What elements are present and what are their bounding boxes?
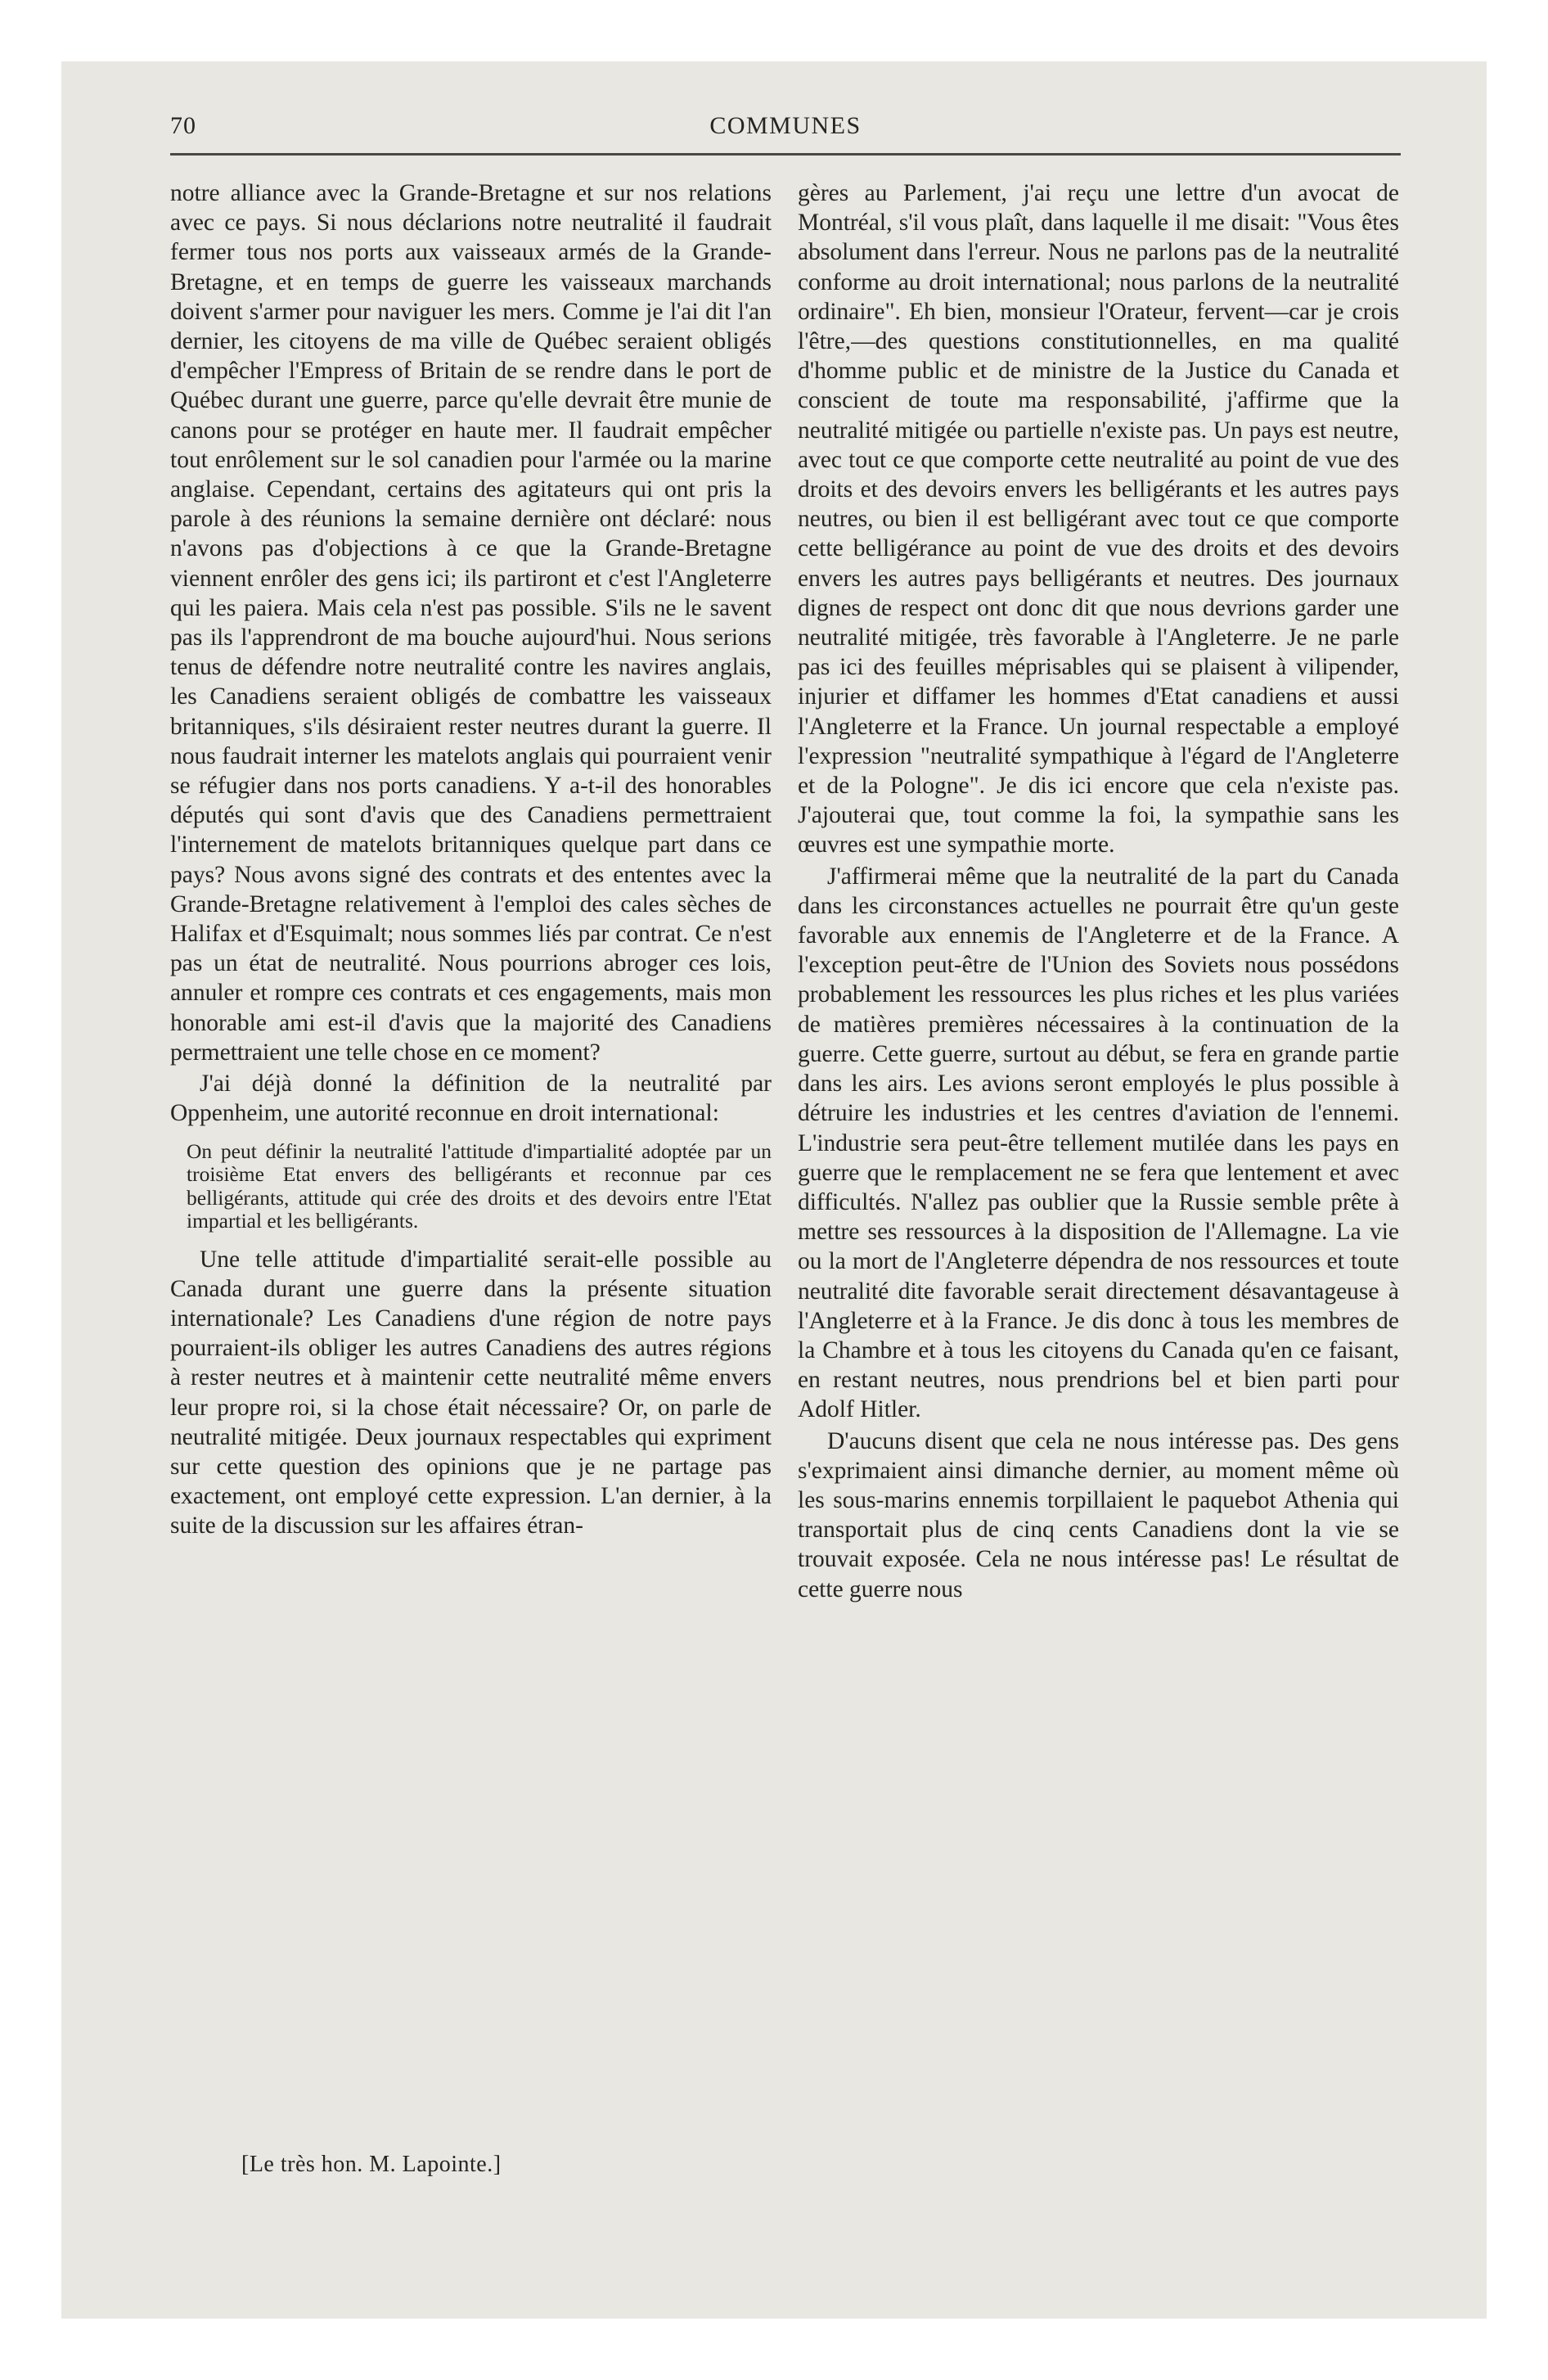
right-paragraph-3: D'aucuns disent que cela ne nous intéresse pas. Des gens s'exprimaient ainsi dimanche dernier, au moment même où les sous-marins ennemis torpillaient le paquebot Athenia qui transportait plus de cinq cents Canadiens dont la vie se trouvait exposée. Cela ne nous intéresse pas! Le résultat de cette guerre nous [798, 1427, 1399, 1602]
left-paragraph-1: notre alliance avec la Grande-Bretagne et sur nos relations avec ce pays. Si nous déclarions notre neutralité il faudrait fermer tous nos ports aux vaisseaux armés de la Grande-Bretagne, et en temps de guerre les vaisseaux marchands doivent s'armer pour naviguer les mers. Comme je l'ai dit l'an dernier, les citoyens de ma ville de Québec seraient obligés d'empêcher l'Empress of Britain de se rendre dans le port de Québec durant une guerre, parce qu'elle devrait être munie de canons pour se protéger en haute mer. Il faudrait empêcher tout enrôlement sur le sol canadien pour l'armée ou la marine anglaise. Cependant, certains des agitateurs qui ont pris la parole à des réunions la semaine dernière ont déclaré: nous n'avons pas d'objections à ce que la Grande-Bretagne viennent enrôler des gens ici; ils partiront et c'est l'Angleterre qui les paiera. Mais cela n'est pas possible. S'ils ne le savent pas ils l'apprendront de ma bouche aujourd'hui. Nous serions tenus de défendre notre neutralité contre les navires anglais, les Canadiens seraient obligés de combattre les vaisseaux britanniques, s'ils désiraient rester neutres durant la guerre. Il nous faudrait interner les matelots anglais qui pourraient venir se réfugier dans nos ports canadiens. Y a-t-il des honorables députés qui sont d'avis que des Canadiens permettraient l'internement de matelots britanniques quelque part dans ce pays? Nous avons signé des contrats et des ententes avec la Grande-Bretagne relativement à l'emploi des cales sèches de Halifax et d'Esquimalt; nous sommes liés par contrat. Ce n'est pas un état de neutralité. Nous pourrions abroger ces lois, annuler et rompre ces contrats et ces engagements, mais mon honorable ami est-il d'avis que la majorité des Canadiens permettraient une telle chose en ce moment? [170, 180, 772, 1066]
header-rule [170, 153, 1401, 156]
page-header [170, 102, 1401, 151]
page-number: 70 [170, 112, 196, 139]
right-column [798, 178, 1399, 1604]
left-column [170, 178, 772, 1541]
left-paragraph-2: J'ai déjà donné la définition de la neutralité par Oppenheim, une autorité reconnue en droit international: [170, 1071, 772, 1127]
right-paragraph-2: J'affirmerai même que la neutralité de la part du Canada dans les circonstances actuelles ne pourrait être qu'un geste favorable aux ennemis de l'Angleterre et de la France. A l'exception peut-être de l'Union des Soviets nous possédons probablement les ressources les plus riches et les plus variées de matières premières nécessaires à la continuation de la guerre. Cette guerre, surtout au début, se fera en grande partie dans les airs. Les avions seront employés le plus possible à détruire les industries et les centres d'aviation de l'ennemi. L'industrie sera peut-être tellement mutilée dans les pays en guerre que le remplacement ne se fera que lentement et avec difficultés. N'allez pas oublier que la Russie semble prête à mettre ses ressources à la disposition de l'Allemagne. La vie ou la mort de l'Angleterre dépendra de nos ressources et toute neutralité dite favorable serait directement désavantageuse à l'Angleterre et à la France. Je dis donc à tous les membres de la Chambre et à tous les citoyens du Canada qu'en ce faisant, en restant neutres, nous prendrions bel et bien parti pour Adolf Hitler. [798, 863, 1399, 1423]
block-quote: On peut définir la neutralité l'attitude d'impartialité adoptée par un troisième Etat envers des belligérants et reconnue par ces belligérants, attitude qui crée des droits et des devoirs entre l'Etat impartial et les belligérants. [187, 1138, 772, 1233]
left-paragraph-3: Une telle attitude d'impartialité serait-elle possible au Canada durant une guerre dans la présente situation internationale? Les Canadiens d'une région de notre pays pourraient-ils obliger les autres Canadiens des autres régions à rester neutres et à maintenir cette neutralité même envers leur propre roi, si la chose était nécessaire? Or, on parle de neutralité mitigée. Deux journaux respectables qui expriment sur cette question des opinions que je ne partage pas exactement, ont employé cette expression. L'an dernier, à la suite de la discussion sur les affaires étran- [170, 1246, 772, 1539]
scanned-page [61, 61, 1487, 2319]
running-head: COMMUNES [709, 112, 862, 139]
right-paragraph-1: gères au Parlement, j'ai reçu une lettre d'un avocat de Montréal, s'il vous plaît, dans laquelle il me disait: "Vous êtes absolument dans l'erreur. Nous ne parlons pas de la neutralité conforme au droit international; nous parlons de la neutralité ordinaire". Eh bien, monsieur l'Orateur, fervent—car je crois l'être,—des questions constitutionnelles, en ma qualité d'homme public et de ministre de la Justice du Canada et conscient de toute ma responsabilité, j'affirme que la neutralité mitigée ou partielle n'existe pas. Un pays est neutre, avec tout ce que comporte cette neutralité au point de vue des droits et des devoirs envers les belligérants et les autres pays neutres, ou bien il est belligérant avec tout ce que comporte cette belligérance au point de vue des droits et des devoirs envers les autres pays belligérants et neutres. Des journaux dignes de respect ont donc dit que nous devrions garder une neutralité mitigée, très favorable à l'Angleterre. Je ne parle pas ici des feuilles méprisables qui se plaisent à vilipender, injurier et diffamer les hommes d'Etat canadiens et aussi l'Angleterre et la France. Un journal respectable a employé l'expression "neutralité sympathique à l'égard de l'Angleterre et de la Pologne". Je dis ici encore que cela n'existe pas. J'ajouterai que, tout comme la foi, la sympathie sans les œuvres est une sympathie morte. [798, 180, 1399, 859]
speaker-note: [Le très hon. M. Lapointe.] [241, 2152, 502, 2177]
